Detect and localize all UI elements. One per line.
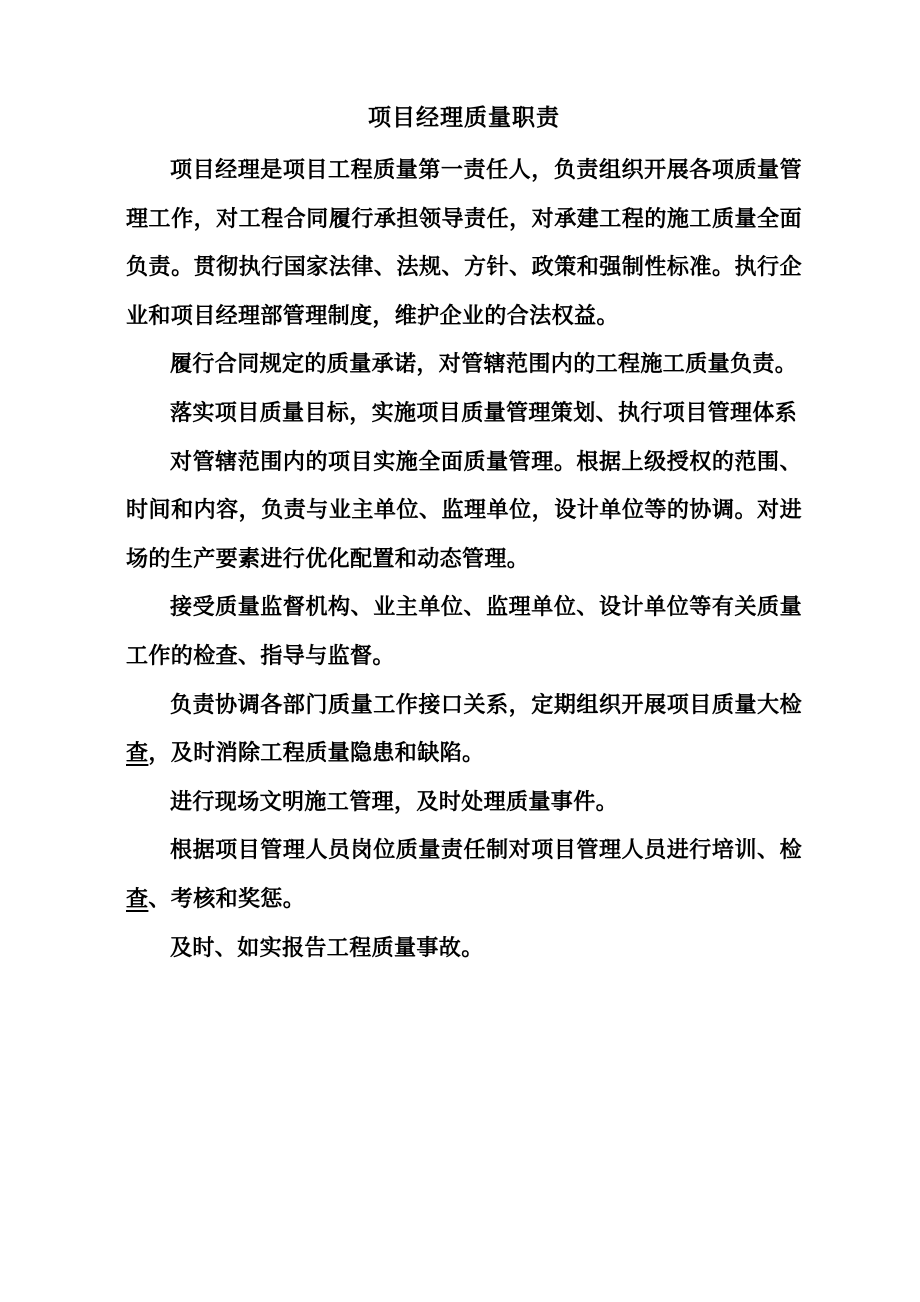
paragraph <box>126 778 802 827</box>
text-line <box>126 146 802 195</box>
text-line <box>126 340 802 389</box>
text-segment: 工作的检查、指导与监督。 <box>126 642 395 668</box>
paragraph <box>126 826 802 923</box>
paragraph <box>126 438 802 584</box>
paragraph <box>126 146 802 340</box>
text-segment: 业和项目经理部管理制度，维护企业的合法权益。 <box>126 302 619 328</box>
text-line <box>126 924 802 973</box>
text-segment: 根据项目管理人员岗位质量责任制对项目管理人员进行培训、检 <box>170 837 802 863</box>
text-line <box>126 243 802 292</box>
document-title: 项目经理质量职责 <box>368 104 560 130</box>
text-line <box>126 632 802 681</box>
paragraph <box>126 924 802 973</box>
paragraph <box>126 681 802 778</box>
underlined-text-segment: 查 <box>126 885 149 911</box>
text-segment: 对管辖范围内的项目实施全面质量管理。根据上级授权的范围、 <box>170 448 802 474</box>
text-segment: ，及时消除工程质量隐患和缺陷。 <box>148 740 485 766</box>
text-segment: 时间和内容，负责与业主单位、监理单位，设计单位等的协调。对进 <box>126 497 802 523</box>
text-line <box>126 778 802 827</box>
text-line <box>126 389 802 438</box>
text-line <box>126 875 802 924</box>
text-segment: 负责。贯彻执行国家法律、法规、方针、政策和强制性标准。执行企 <box>126 254 802 280</box>
text-line <box>126 486 802 535</box>
document-body <box>126 146 802 972</box>
text-segment: 项目经理是项目工程质量第一责任人，负责组织开展各项质量管 <box>170 157 802 182</box>
paragraph <box>126 340 802 389</box>
text-line <box>126 535 802 584</box>
text-segment: 场的生产要素进行优化配置和动态管理。 <box>126 545 530 571</box>
text-line <box>126 583 802 632</box>
text-line <box>126 438 802 487</box>
text-line <box>126 729 802 778</box>
text-line <box>126 195 802 244</box>
text-segment: 履行合同规定的质量承诺，对管辖范围内的工程施工质量负责。 <box>170 351 798 377</box>
text-segment: 接受质量监督机构、业主单位、监理单位、设计单位等有关质量 <box>170 594 802 620</box>
text-line <box>126 826 802 875</box>
text-segment: 负责协调各部门质量工作接口关系，定期组织开展项目质量大检 <box>170 691 802 717</box>
text-line <box>126 681 802 730</box>
text-line <box>126 292 802 341</box>
paragraph <box>126 389 802 438</box>
text-segment: 落实项目质量目标，实施项目质量管理策划、执行项目管理体系 <box>170 399 798 425</box>
text-segment: 理工作，对工程合同履行承担领导责任，对承建工程的施工质量全面 <box>126 205 802 231</box>
text-segment: 、考核和奖惩。 <box>148 885 306 911</box>
text-segment: 及时、如实报告工程质量事故。 <box>170 934 484 960</box>
paragraph <box>126 583 802 680</box>
text-segment: 进行现场文明施工管理，及时处理质量事件。 <box>170 788 619 814</box>
underlined-text-segment: 查 <box>126 740 149 766</box>
